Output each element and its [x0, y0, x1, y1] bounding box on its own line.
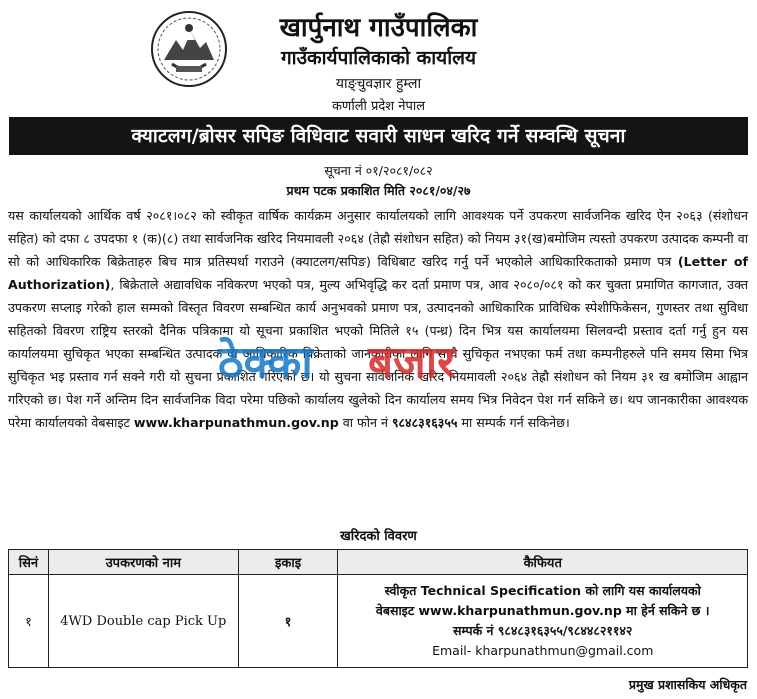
signatory-title: प्रमुख प्रशासकिय अधिकृत: [628, 677, 747, 692]
watermark-part2: बजार: [368, 337, 456, 388]
municipality-name: खार्पुनाथ गाउँपालिका: [279, 13, 478, 43]
procurement-table: [8, 549, 748, 668]
row-item: 4WD Double cap Pick Up: [48, 575, 238, 668]
table-row: [9, 575, 748, 668]
notice-number: सूचना नं ०१/२०८१/०८२: [324, 163, 433, 178]
publication-date: प्रथम पटक प्रकाशित मिति २०८१/०४/२७: [286, 183, 471, 198]
body-text-part3: वा फोन नं: [338, 415, 392, 430]
row-sn: १: [9, 575, 49, 668]
phone-number: ९८४८३१६३५५: [391, 415, 458, 430]
letterhead: [0, 0, 757, 118]
remarks-line3: सम्पर्क नं ९८४८३१६३५५/९८४४८२११४२: [453, 623, 633, 638]
procurement-table-caption: खरिदको विवरण: [340, 529, 417, 544]
remarks-line2: वेबसाइट www.kharpunathmun.gov.np मा हेर्न सकिने छ ।: [375, 603, 710, 618]
table-header-row: [9, 550, 748, 575]
province-name: कर्णाली प्रदेश नेपाल: [331, 99, 426, 114]
office-name: गाउँकार्यपालिकाको कार्यालय: [280, 47, 477, 69]
notice-body: [8, 204, 748, 434]
office-location: याङ्चुवज्ञार हुम्ला: [335, 76, 422, 92]
header-sn: सिनं: [9, 550, 49, 575]
remarks-line1: स्वीकृत Technical Specification को लागि यस कार्यालयको: [384, 583, 701, 598]
header-unit: इकाइ: [238, 550, 338, 575]
body-text-part4: मा सम्पर्क गर्न सकिनेछ।: [457, 415, 570, 430]
website-link[interactable]: www.kharpunathmun.gov.np: [133, 415, 339, 430]
letter-of-authorization-term: (Letter of Authorization): [8, 254, 749, 292]
row-remarks: [338, 575, 748, 668]
row-unit: १: [238, 575, 338, 668]
body-text-part2: , बिक्रेताले अद्यावधिक नविकरण भएको पत्र, मुल्य अभिवृद्धि कर दर्ता प्रमाण पत्र, आव २०८०/०८१ को कर चुक्ता प्रमाणित कागजात, उक्त उपकरण सप्लाइ गरेको हाल सम्मको विस्तृत विवरण सम्बन्धित कार्य अनुभवको प्रमाण पत्र, उत्पादनको आधिकारिक प्राविधिक स्पेशीफिकेसन, गुणस्तर तथा सुविधा सहितको विवरण राष्ट्रिय स्तरको दैनिक पत्रिकामा यो सूचना प्रकाशित भएको मितिले १५ (पन्ध्र) दिन भित्र यस कार्यालयमा सिलवन्दी प्रस्ताव दर्ता गर्नु हुन यस कार्यालयमा सुचिकृत भएका सम्बन्धित उत्पादक वा आधिकारिक बिक्रेताको जानकारीका लागि साथै सुचिकृत नभएका फर्म तथा कम्पनीहरुले पनि समय सिमा भित्र सुचिकृत भइ प्रस्ताव गर्न सक्ने गरी यो सुचना प्रकाशित गरिएको छ। यो सुचना सार्वजनिक खरिद नियमावली २०६४ तेह्रौ संशोधन को नियम ३१ ख बमोजिम आह्वान गरिएको छ। पेश गर्ने अन्तिम दिन सार्वजनिक विदा परेमा पछिको कार्यालय खुलेको दिन कार्यालय समय भित्र निवेदन पेश गर्न सकिने छ। थप जानकारीका आवश्यक परेमा कार्यालयको वेबसाइट: [8, 277, 748, 430]
header-remarks: कैफियत: [338, 550, 748, 575]
body-text-part1: यस कार्यालयको आर्थिक वर्ष २०८१।०८२ को स्वीकृत वार्षिक कार्यक्रम अनुसार कार्यालयको लागि आवश्यक पर्ने उपकरण सार्वजनिक खरिद ऐन २०६३ (संशोधन सहित) को दफा ८ उपदफा १ (क)(८) तथा सार्वजनिक खरिद नियमावली २०६४ (तेह्रौ संशोधन सहित) को नियम ३१(ख)बमोजिम त्यस्तो उपकरण उत्पादक कम्पनी वा सो को आधिकारिक बिक्रेताहरु बिच मात्र प्रतिस्पर्धा गराउने (क्याटलग/सपिङ) विधिबाट खरिद गर्नु पर्ने भएकोले आधिकारिकताको प्रमाण पत्र: [8, 208, 748, 269]
notice-title: क्याटलग/ब्रोसर सपिङ विधिवाट सवारी साधन खरिद गर्ने सम्वन्धि सूचना: [9, 117, 748, 155]
header-item: उपकरणको नाम: [48, 550, 238, 575]
remarks-line4: Email- kharpunathmun@gmail.com: [432, 643, 654, 658]
watermark-part1: ठेक्का: [218, 337, 313, 388]
